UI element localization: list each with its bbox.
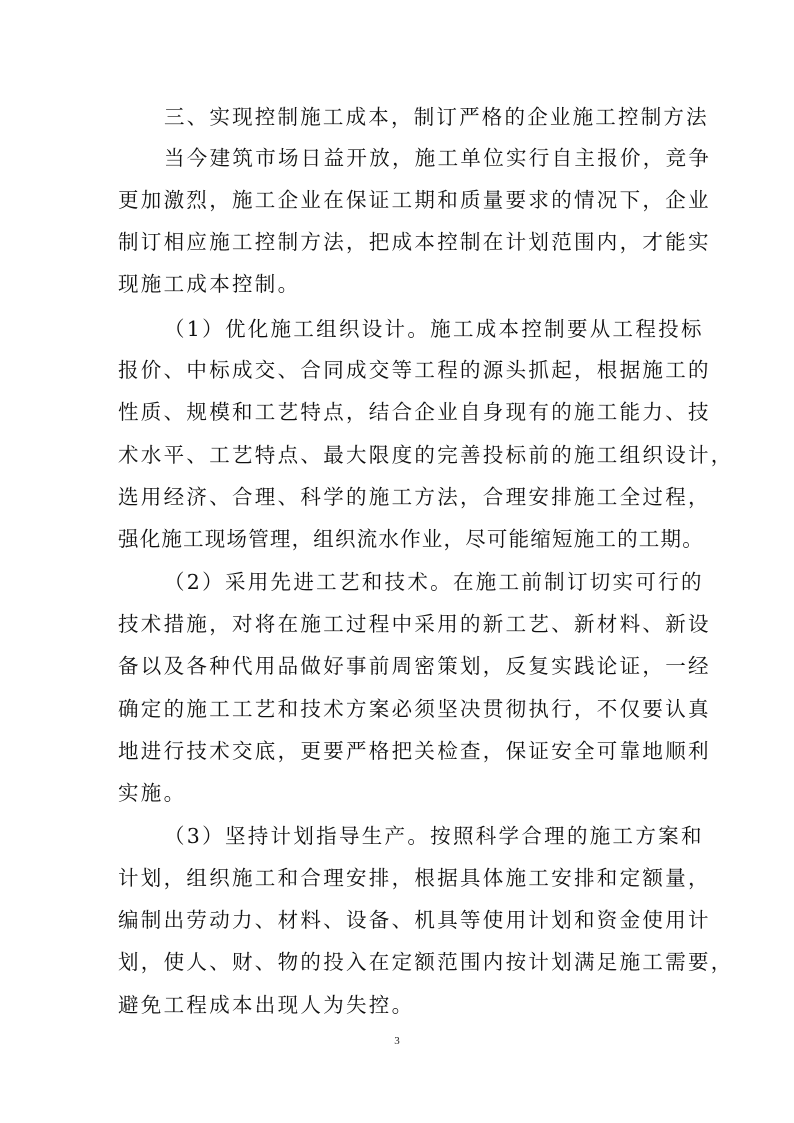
paragraph-2-line-6: 强化施工现场管理，组织流水作业，尽可能缩短施工的工期。 [118, 527, 704, 551]
paragraph-2-line-5: 选用经济、合理、科学的施工方法，合理安排施工全过程， [118, 485, 711, 509]
paragraph-3-line-1: （2）采用先进工艺和技术。在施工前制订切实可行的 [164, 570, 704, 594]
paragraph-2-line-3: 性质、规模和工艺特点，结合企业自身现有的施工能力、技 [118, 400, 711, 424]
paragraph-1-line-2: 更加激烈，施工企业在保证工期和质量要求的情况下，企业 [118, 188, 711, 212]
paragraph-4-line-3: 编制出劳动力、材料、设备、机具等使用计划和资金使用计 [118, 908, 711, 932]
paragraph-2-line-1: （1）优化施工组织设计。施工成本控制要从工程投标 [164, 317, 704, 341]
paragraph-1-line-3: 制订相应施工控制方法，把成本控制在计划范围内，才能实 [118, 230, 711, 254]
paragraph-3-line-2: 技术措施，对将在施工过程中采用的新工艺、新材料、新设 [118, 612, 711, 636]
paragraph-4-line-2: 计划，组织施工和合理安排，根据具体施工安排和定额量， [118, 866, 711, 890]
paragraph-2-line-2: 报价、中标成交、合同成交等工程的源头抓起，根据施工的 [118, 358, 711, 382]
section-heading: 三、实现控制施工成本，制订严格的企业施工控制方法 [164, 105, 709, 129]
paragraph-3-line-5: 地进行技术交底，更要严格把关检查，保证安全可靠地顺利 [118, 739, 711, 763]
paragraph-2-line-4: 术水平、工艺特点、最大限度的完善投标前的施工组织设计， [118, 443, 734, 467]
paragraph-3-line-3: 备以及各种代用品做好事前周密策划，反复实践论证，一经 [118, 654, 711, 678]
paragraph-1-line-4: 现施工成本控制。 [118, 272, 301, 296]
paragraph-4-line-4: 划，使人、财、物的投入在定额范围内按计划满足施工需要， [118, 950, 734, 974]
paragraph-1-line-1: 当今建筑市场日益开放，施工单位实行自主报价，竞争 [164, 146, 712, 170]
paragraph-4-line-5: 避免工程成本出现人为失控。 [118, 993, 415, 1017]
paragraph-3-line-6: 实施。 [118, 781, 187, 805]
paragraph-4-line-1: （3）坚持计划指导生产。按照科学合理的施工方案和 [164, 824, 704, 848]
page-number: 3 [394, 1035, 400, 1047]
paragraph-3-line-4: 确定的施工工艺和技术方案必须坚决贯彻执行，不仅要认真 [118, 697, 711, 721]
